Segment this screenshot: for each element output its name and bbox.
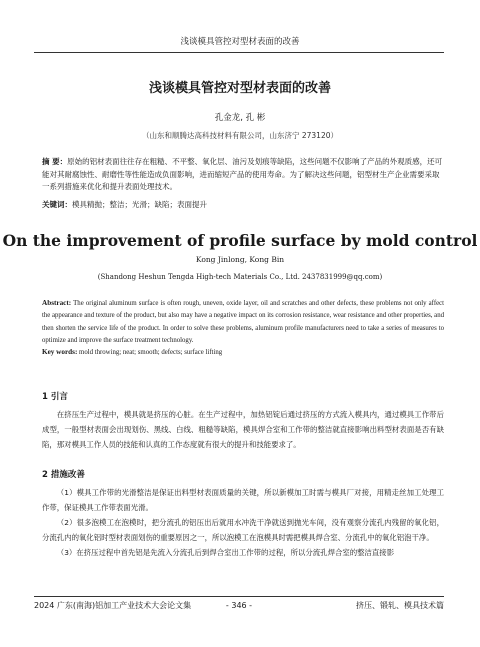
paper-title-cn: 浅谈模具管控对型材表面的改善: [148, 81, 331, 96]
abstract-cn: [42, 156, 444, 194]
keywords-en-label: Key words:: [42, 348, 78, 356]
running-header: 浅谈模具管控对型材表面的改善: [180, 37, 300, 47]
abstract-cn-label: 摘 要：: [42, 157, 68, 166]
keywords-cn: [42, 199, 444, 212]
keywords-cn-label: 关键词：: [42, 200, 72, 209]
abstract-cn-text: 原始的铝材表面往往存在粗糙、不平整、氧化层、油污及划痕等缺陷，这些问题不仅影响了产品的外观质感，还可能对其耐腐蚀性、耐磨性等性能造成负面影响，进而缩短产品的使用寿命。为了解决这些问题，铝型材生产企业需要采取一系列措施来优化和提升表面处理技术。: [42, 157, 443, 191]
body-paragraph: （2）很多泡模工在泡模时，把分流孔的铝压出后就用水冲洗干净就送到抛光车间，没有观察分流孔内残留的氧化铝，分流孔内的氧化铝时型材表面划伤的重要原因之一，所以泡模工在泡模具时需把模具焊合室、分流孔中的氧化铝泡干净。: [42, 518, 444, 542]
affiliation-en: (Shandong Heshun Tengda High-tech Materials Co., Ltd. 2437831999@qq.com): [97, 273, 383, 281]
authors-cn: 孔金龙, 孔 彬: [214, 113, 266, 123]
section-heading-intro: 1 引言: [42, 392, 68, 402]
keywords-cn-text: 模具精抛；整洁；光滑；缺陷；表面提升: [72, 200, 207, 209]
affiliation-cn: （山东和顺腾达高科技材料有限公司，山东济宁 273120）: [141, 131, 338, 140]
footer-section-name: 挤压、锻轧、模具技术篇: [356, 601, 444, 610]
body-paragraph: 在挤压生产过程中，模具就是挤压的心脏。在生产过程中，加热铝锭后通过挤压的方式流入模具内，通过模具工作带后成型，一般型材表面会出现划伤、黑线、白线、粗糙等缺陷，模具焊合室和工作带的整洁就直接影响出料型材表面是否有缺陷，那对模具工作人员的技能和认真的工作态度就有很大的提升和技能要求了。: [42, 410, 444, 449]
authors-en: Kong Jinlong, Kong Bin: [195, 255, 285, 264]
page-footer: [34, 600, 444, 612]
body-paragraph: （1）模具工作带的光滑整洁是保证出料型材表面质量的关键，所以新模加工时需与模具厂对接，用精走丝加工处理工作带，保证模具工作带表面光滑。: [42, 488, 444, 512]
paper-title-en: On the improvement of profile surface by mold control: [2, 231, 478, 250]
body-paragraph: （3）在挤压过程中首先铝是先流入分流孔后到焊合室出工作带的过程，所以分流孔焊合室的整洁直接影: [56, 548, 395, 557]
abstract-en: [42, 297, 444, 347]
page-number: - 346 -: [225, 601, 253, 610]
header-rule: [34, 52, 444, 53]
section-body-intro: [42, 407, 444, 452]
abstract-en-text: The original aluminum surface is often rough, uneven, oxide layer, oil and scratches and other defects, these problems not only affect the appearance and texture of the product, but also may have a negative impact on its corrosion resistance, wear resistance and other properties, and then shorten the service life of the product. In order to solve these problems, aluminum profile manufacturers need to take a series of measures to optimize and improve the surface treatment technology.: [42, 300, 445, 344]
section-body-measures: [42, 485, 444, 560]
keywords-en: [42, 346, 444, 359]
abstract-en-label: Abstract:: [42, 299, 72, 307]
footer-proceedings-title: 2024 广东(南海)铝加工产业技术大会论文集: [34, 601, 192, 610]
footer-rule: [34, 596, 444, 597]
keywords-en-text: mold throwing; neat; smooth; defects; surface lifting: [79, 349, 223, 356]
section-heading-measures: 2 措施改善: [42, 470, 85, 480]
